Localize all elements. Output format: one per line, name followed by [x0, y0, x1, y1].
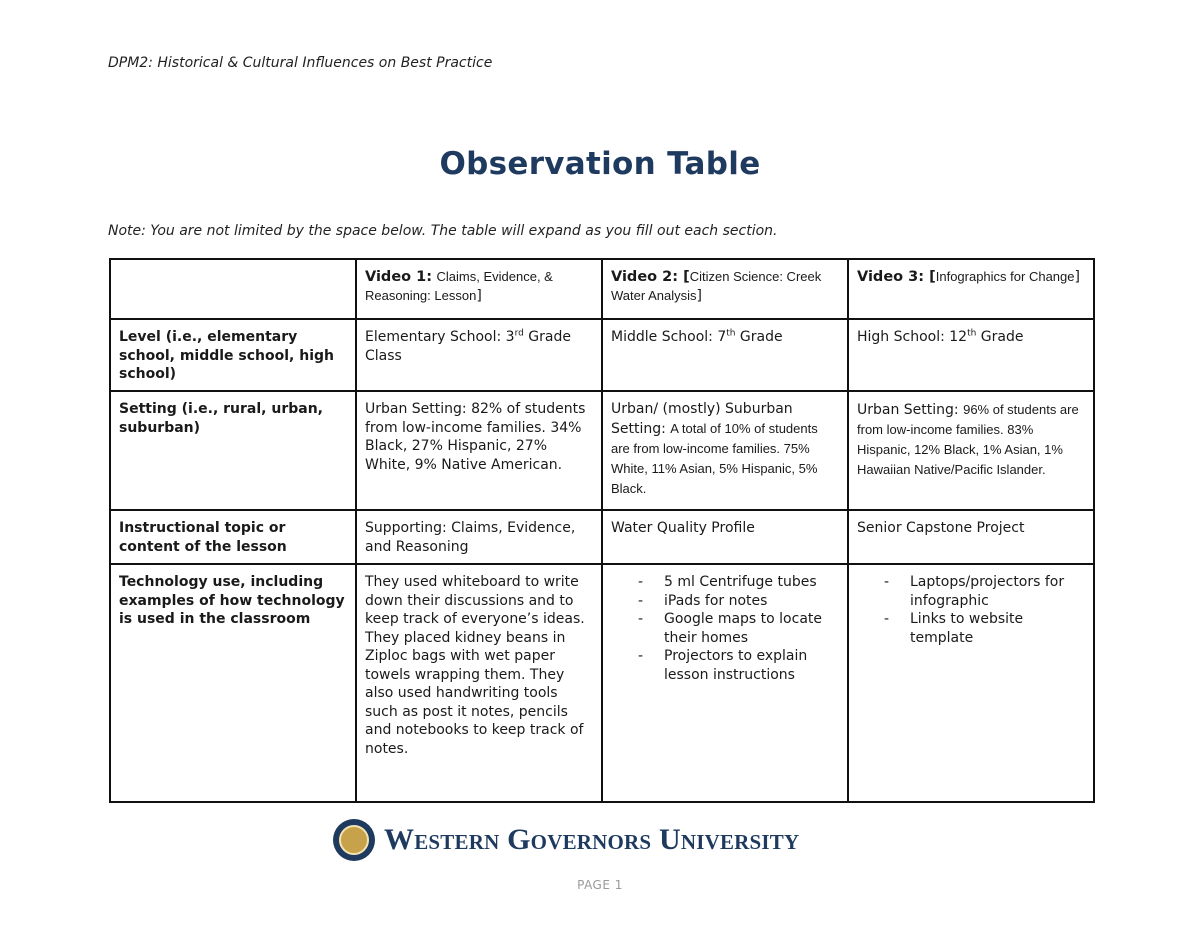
- page-number: PAGE 1: [577, 878, 623, 892]
- list-item: - Laptops/projectors for infographic: [910, 573, 1085, 610]
- running-header: DPM2: Historical & Cultural Influences on Best Practice: [108, 55, 493, 71]
- technology-video-3: [848, 564, 1094, 802]
- bracket: ]: [1074, 269, 1080, 285]
- header-video-2: [602, 259, 848, 319]
- ordinal-suffix: rd: [514, 328, 524, 339]
- list-item: - Links to website template: [910, 610, 1085, 647]
- topic-video-1: Supporting: Claims, Evidence, and Reasoning: [356, 510, 602, 564]
- university-wordmark: Western Governors University: [384, 823, 800, 856]
- technology-video-2: [602, 564, 848, 802]
- bracket: ]: [476, 287, 482, 304]
- setting-detail: A total of 10% of students are from low-income families. 75% White, 11% Asian, 5% Hispanic, 5% Black.: [611, 420, 818, 496]
- setting-video-3: [848, 391, 1094, 510]
- setting-video-1: Urban Setting: 82% of students from low-income families. 34% Black, 27% Hispanic, 27% White, 9% Native American.: [356, 391, 602, 510]
- table-header-row: [110, 259, 1094, 319]
- technology-list: [857, 573, 1085, 647]
- page-title: Observation Table: [439, 146, 761, 182]
- video-topic: Infographics for Change: [935, 269, 1075, 284]
- instruction-note: Note: You are not limited by the space below. The table will expand as you fill out each section.: [108, 223, 778, 239]
- row-label-topic: Instructional topic or content of the lesson: [110, 510, 356, 564]
- table-row-level: [110, 319, 1094, 391]
- ordinal-suffix: th: [967, 328, 977, 339]
- setting-detail: 96% of students are from low-income families. 83% Hispanic, 12% Black, 1% Asian, 1% Hawaiian Native/Pacific Islander.: [857, 402, 1079, 477]
- bracket: ]: [696, 287, 702, 304]
- level-text-cont: Grade: [976, 329, 1024, 345]
- level-text: Elementary School: 3: [365, 329, 515, 345]
- video-topic: Citizen Science: Creek Water Analysis: [611, 269, 822, 303]
- level-text-cont: Grade: [735, 329, 783, 345]
- level-video-3: [848, 319, 1094, 391]
- level-video-1: [356, 319, 602, 391]
- table-row-setting: [110, 391, 1094, 510]
- video-label: Video 1:: [365, 269, 433, 285]
- list-item: - 5 ml Centrifuge tubes: [664, 573, 839, 592]
- row-label-technology: Technology use, including examples of how technology is used in the classroom: [110, 564, 356, 802]
- level-text: High School: 12: [857, 329, 968, 345]
- row-label-level: Level (i.e., elementary school, middle school, high school): [110, 319, 356, 391]
- table-row-topic: [110, 510, 1094, 564]
- ordinal-suffix: th: [726, 328, 736, 339]
- topic-video-2: Water Quality Profile: [602, 510, 848, 564]
- list-item: - iPads for notes: [664, 592, 839, 611]
- wgu-logo: [333, 818, 843, 862]
- list-item: - Google maps to locate their homes: [664, 610, 839, 647]
- video-label: Video 2: [: [611, 269, 690, 285]
- observation-table: [109, 258, 1095, 803]
- table-row-technology: [110, 564, 1094, 802]
- setting-video-2: [602, 391, 848, 510]
- setting-text: Urban/ (mostly) Suburban Setting:: [611, 401, 793, 437]
- level-video-2: [602, 319, 848, 391]
- video-label: Video 3: [: [857, 269, 936, 285]
- topic-video-3: Senior Capstone Project: [848, 510, 1094, 564]
- technology-video-1: They used whiteboard to write down their discussions and to keep track of everyone’s ideas. They placed kidney beans in Ziploc bags with wet paper towels wrapping them. They also used handwriting tools such as post it notes, pencils and notebooks to keep track of notes.: [356, 564, 602, 802]
- technology-list: [611, 573, 839, 684]
- row-label-setting: Setting (i.e., rural, urban, suburban): [110, 391, 356, 510]
- university-seal-icon: [333, 819, 375, 861]
- setting-text: Urban Setting:: [857, 402, 964, 418]
- video-topic: Claims, Evidence, & Reasoning: Lesson: [365, 269, 553, 303]
- header-blank-cell: [110, 259, 356, 319]
- header-video-1: [356, 259, 602, 319]
- level-text-cont: Grade Class: [365, 329, 571, 364]
- list-item: - Projectors to explain lesson instructions: [664, 647, 839, 684]
- level-text: Middle School: 7: [611, 329, 727, 345]
- header-video-3: [848, 259, 1094, 319]
